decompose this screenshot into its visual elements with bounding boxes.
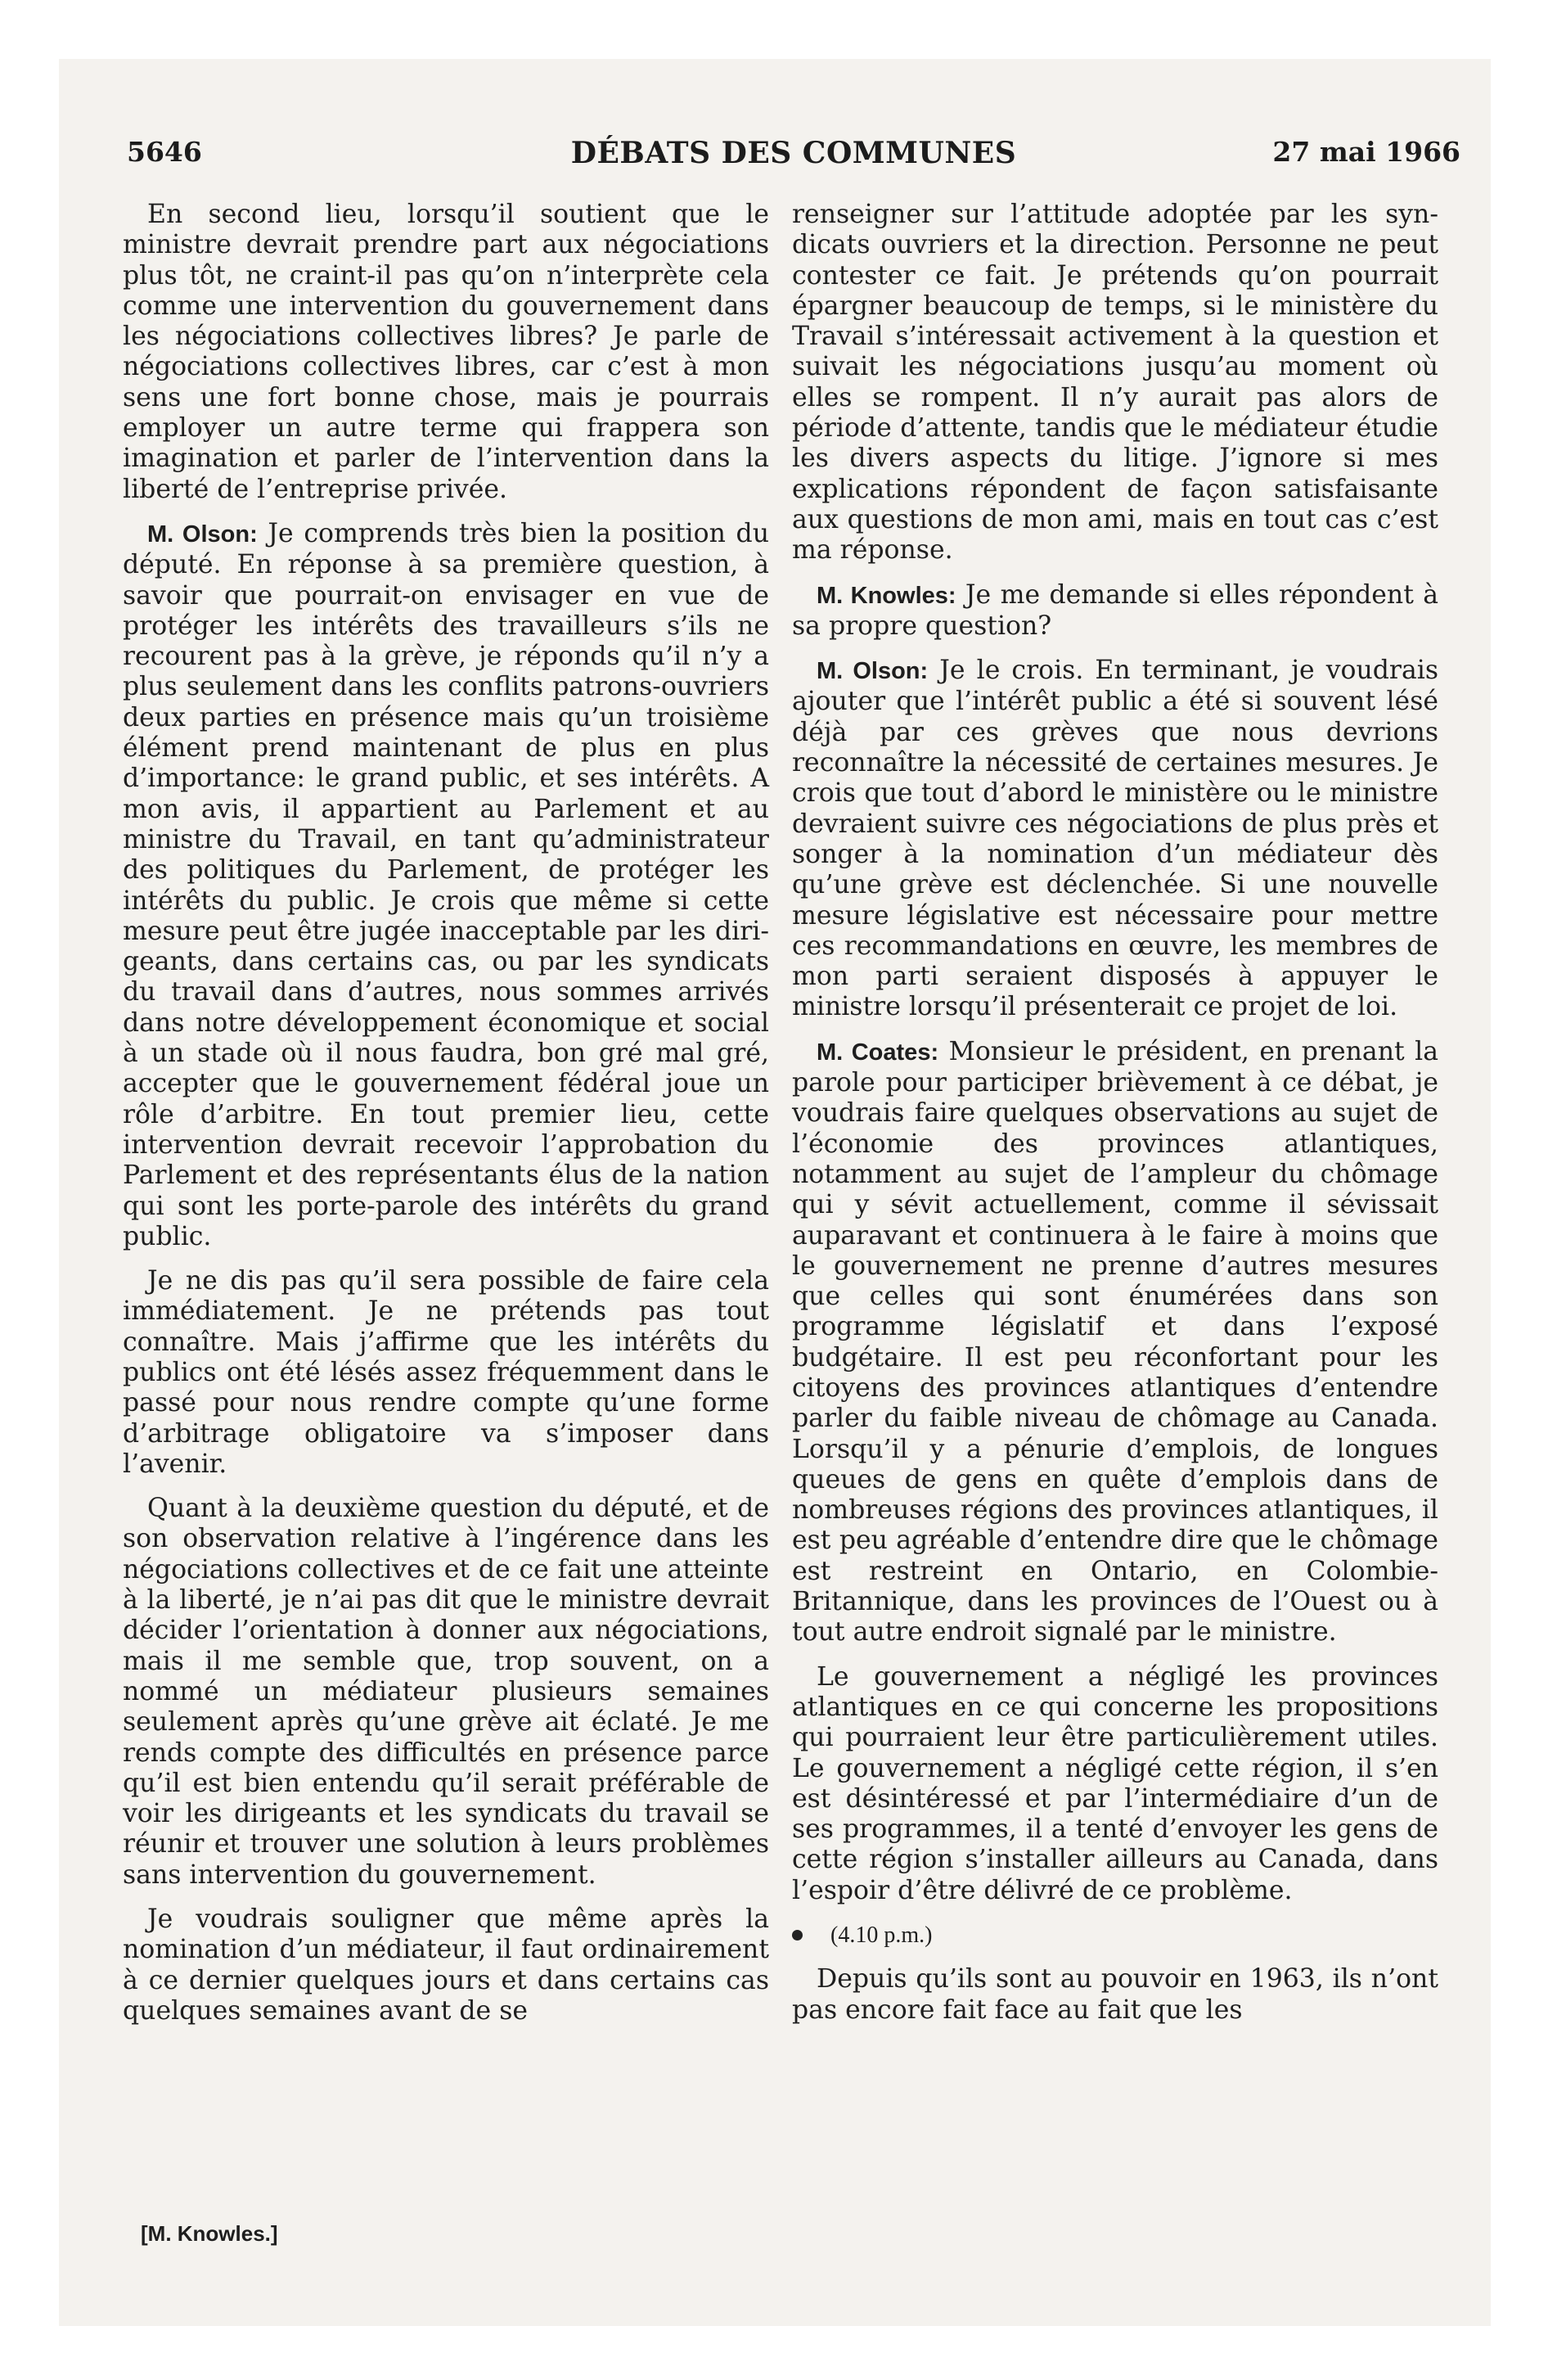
page-date: 27 mai 1966 xyxy=(1272,136,1460,168)
page-title: DÉBATS DES COMMUNES xyxy=(570,136,1017,170)
paragraph: Quant à la deuxième question du député, et de son observation relative à l’ingérence dans les négociations collectives et de ce fait une atteinte à la liberté, je n’ai pas dit que le ministre devrait décider l’orientation à donner aux négociations, mais il me semble que, trop souvent, on a nommé un médiateur plusieurs semaines seulement après qu’une grève ait éclaté. Je me rends compte des difficultés en présence parce qu’il est bien entendu qu’il serait préférable de voir les dirigeants et les syndicats du travail se réunir et trouver une solution à leurs problèmes sans intervention du gouvernement. xyxy=(123,1494,769,1890)
speech-text: Monsieur le président, en prenant la parole pour participer brièvement à ce débat, je voudrais faire quelques observations au sujet de l’économie des provinces atlantiques, notamment au sujet de l’ampleur du chômage qui y sévit actuellement, comme il sévissait auparavant et continuera à le faire à moins que le gouvernement ne prenne d’autres mesures que celles qui sont énumérées dans son programme législatif et dans l’exposé budgétaire. Il est peu réconfortant pour les citoyens des provinces atlantiques d’entendre parler du faible niveau de chômage au Canada. Lorsqu’il y a pénurie d’emplois, de longues queues de gens en quête d’emplois dans de nombreuses régions des provinces atlantiques, il est peu agréable d’entendre dire que le chômage est restreint en Ontario, en Colombie-Britannique, dans les provinces de l’Ouest ou à tout autre endroit signalé par le ministre. xyxy=(792,1036,1438,1648)
paragraph: Je ne dis pas qu’il sera possible de faire cela immédiatement. Je ne prétends pas tout connaître. Mais j’affirme que les intérêts du publics ont été lésés assez fréquemment dans le passé pour nous rendre compte qu’une forme d’arbitrage obligatoire va s’imposer dans l’avenir. xyxy=(123,1266,769,1479)
speech-text: Je comprends très bien la position du député. En réponse à sa première question, à savoir que pourrait-on envisager en vue de protéger les intérêts des travailleurs s’ils ne recourent pas à la grève, je réponds qu’il n’y a plus seulement dans les conflits patrons-ouvriers deux parties en présence mais qu’un troisième élément prend maintenant de plus en plus d’importance: le grand public, et ses intérêts. A mon avis, il appartient au Parlement et au ministre du Travail, en tant qu’administrateur des politiques du Parlement, de protéger les intérêts du public. Je crois que même si cette mesure peut être jugée inacceptable par les dirigeants, dans certains cas, ou par les syndicats du travail dans d’autres, nous sommes arrivés dans notre développement économique et social à un stade où il nous faudra, bon gré mal gré, accepter que le gouvernement fédéral joue un rôle d’arbitre. En tout premier lieu, cette intervention devrait recevoir l’approbation du Parlement et des représentants élus de la nation qui sont les porte-parole des intérêts du grand public. xyxy=(123,518,769,1251)
speech-text: Je me demande si elles répondent à sa propre question? xyxy=(792,579,1439,641)
paragraph xyxy=(792,656,1438,1023)
time-marker-text: (4.10 p.m.) xyxy=(830,1922,933,1949)
left-column xyxy=(123,200,769,2040)
paragraph: Depuis qu’ils sont au pouvoir en 1963, ils n’ont pas encore fait face au fait que les xyxy=(792,1964,1438,2025)
speaker-name: M. Coates: xyxy=(817,1039,939,1066)
paragraph: En second lieu, lorsqu’il soutient que le ministre devrait prendre part aux négociations plus tôt, ne craint-il pas qu’on n’interprète cela comme une intervention du gouvernement dans les négociations collectives libres? Je parle de négociations collectives libres, car c’est à mon sens une fort bonne chose, mais je pourrais employer un autre terme qui frappera son imagination et parler de l’intervention dans la liberté de l’entreprise privée. xyxy=(123,200,769,504)
page-number: 5646 xyxy=(127,136,202,168)
speaker-tag: [M. Knowles.] xyxy=(141,2221,278,2246)
paragraph xyxy=(792,1037,1438,1648)
speech-text: Je le crois. En terminant, je voudrais ajouter que l’intérêt public a été si souvent lésé déjà par ces grèves que nous devrions reconnaître la nécessité de certaines mesures. Je crois que tout d’abord le ministère ou le ministre devraient suivre ces négociations de plus près et songer à la nomination d’un médiateur dès qu’une grève est déclenchée. Si une nouvelle mesure législative est nécessaire pour mettre ces recommandations en œuvre, les membres de mon parti seraient disposés à appuyer le ministre lorsqu’il présenterait ce projet de loi. xyxy=(792,656,1438,1022)
time-marker xyxy=(792,1920,1438,1950)
speaker-name: M. Olson: xyxy=(817,658,929,685)
paragraph: Je voudrais souligner que même après la nomination d’un médiateur, il faut ordinairement à ce dernier quelques jours et dans certains cas quelques semaines avant de se xyxy=(123,1904,769,2026)
right-column xyxy=(792,200,1438,2040)
page-header xyxy=(127,136,1460,178)
speaker-name: M. Knowles: xyxy=(817,582,956,609)
bullet-icon xyxy=(792,1930,803,1941)
paragraph: Le gouvernement a négligé les provinces atlantiques en ce qui concerne les propositions qui pourraient leur être particulièrement utiles. Le gouvernement a négligé cette région, il s’en est désintéressé et par l’intermédiaire d’un de ses programmes, il a tenté d’envoyer les gens de cette région s’installer ailleurs au Canada, dans l’espoir d’être délivré de ce problème. xyxy=(792,1661,1438,1905)
speaker-name: M. Olson: xyxy=(147,521,258,548)
paragraph xyxy=(123,519,769,1252)
paragraph: renseigner sur l’attitude adoptée par les syndicats ouvriers et la direction. Personne ne peut contester ce fait. Je prétends qu’on pourrait épargner beaucoup de temps, si le ministère du Travail s’intéressait activement à la question et suivait les négociations jusqu’au moment où elles se rompent. Il n’y aurait pas alors de période d’attente, tandis que le médiateur étudie les divers aspects du litige. J’ignore si mes explications répondent de façon satisfaisante aux questions de mon ami, mais en tout cas c’est ma réponse. xyxy=(792,200,1438,566)
paragraph xyxy=(792,580,1438,642)
